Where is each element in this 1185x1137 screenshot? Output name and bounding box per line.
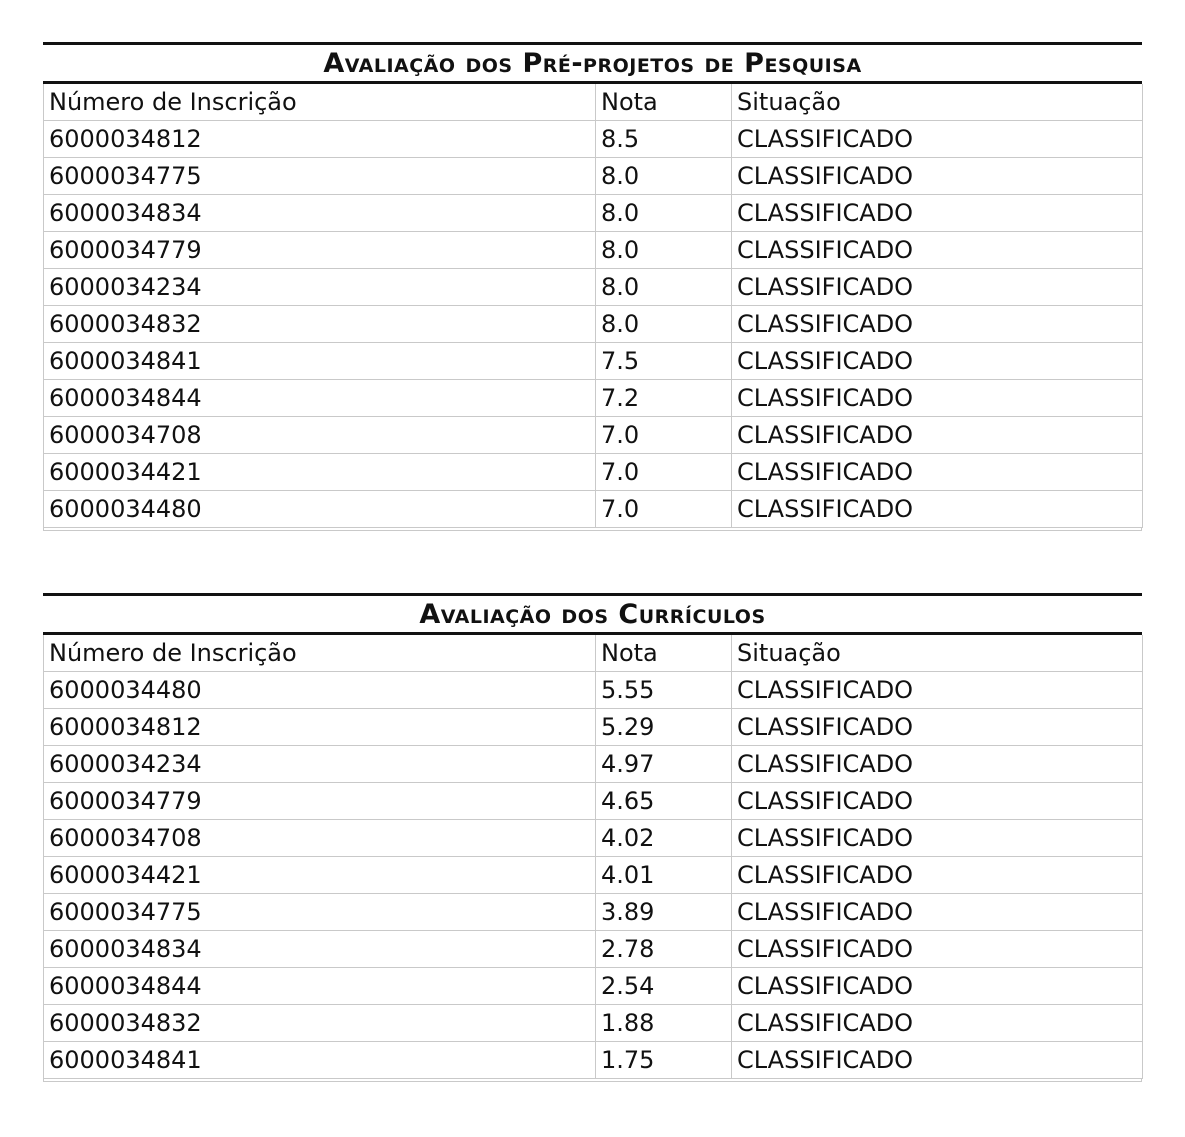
pre-projetos-section <box>43 42 1142 531</box>
cell-numero: 6000034708 <box>44 820 596 857</box>
cell-numero: 6000034834 <box>44 195 596 232</box>
cell-situacao: CLASSIFICADO <box>732 709 1143 746</box>
cell-numero: 6000034832 <box>44 1005 596 1042</box>
cell-situacao: CLASSIFICADO <box>732 158 1143 195</box>
cell-numero: 6000034834 <box>44 931 596 968</box>
cell-situacao: CLASSIFICADO <box>732 820 1143 857</box>
table-row <box>44 968 1143 1005</box>
table-row <box>44 931 1143 968</box>
cell-numero: 6000034844 <box>44 380 596 417</box>
header-nota: Nota <box>596 84 732 121</box>
cell-nota: 7.2 <box>596 380 732 417</box>
cell-numero: 6000034234 <box>44 746 596 783</box>
table-row <box>44 121 1143 158</box>
cell-situacao: CLASSIFICADO <box>732 491 1143 528</box>
table-row <box>44 417 1143 454</box>
cell-nota: 8.0 <box>596 195 732 232</box>
cell-situacao: CLASSIFICADO <box>732 343 1143 380</box>
table-row <box>44 1005 1143 1042</box>
cell-nota: 5.55 <box>596 672 732 709</box>
cell-numero: 6000034708 <box>44 417 596 454</box>
cell-nota: 7.0 <box>596 491 732 528</box>
cell-numero: 6000034480 <box>44 491 596 528</box>
cell-situacao: CLASSIFICADO <box>732 746 1143 783</box>
cell-numero: 6000034234 <box>44 269 596 306</box>
cell-numero: 6000034812 <box>44 709 596 746</box>
cell-numero: 6000034779 <box>44 232 596 269</box>
table-row <box>44 709 1143 746</box>
cell-situacao: CLASSIFICADO <box>732 783 1143 820</box>
table-end-rule <box>43 1079 1142 1082</box>
cell-situacao: CLASSIFICADO <box>732 232 1143 269</box>
cell-nota: 4.65 <box>596 783 732 820</box>
cell-nota: 2.78 <box>596 931 732 968</box>
cell-nota: 2.54 <box>596 968 732 1005</box>
cell-numero: 6000034779 <box>44 783 596 820</box>
cell-numero: 6000034844 <box>44 968 596 1005</box>
cell-situacao: CLASSIFICADO <box>732 269 1143 306</box>
cell-situacao: CLASSIFICADO <box>732 195 1143 232</box>
header-numero: Número de Inscrição <box>44 635 596 672</box>
curriculos-title: Avaliação dos Currículos <box>43 593 1142 635</box>
table-row <box>44 491 1143 528</box>
cell-nota: 7.0 <box>596 417 732 454</box>
header-numero: Número de Inscrição <box>44 84 596 121</box>
cell-nota: 8.0 <box>596 232 732 269</box>
cell-situacao: CLASSIFICADO <box>732 306 1143 343</box>
cell-numero: 6000034832 <box>44 306 596 343</box>
cell-numero: 6000034812 <box>44 121 596 158</box>
cell-situacao: CLASSIFICADO <box>732 417 1143 454</box>
cell-numero: 6000034421 <box>44 454 596 491</box>
cell-situacao: CLASSIFICADO <box>732 121 1143 158</box>
header-situacao: Situação <box>732 635 1143 672</box>
cell-nota: 5.29 <box>596 709 732 746</box>
table-row <box>44 306 1143 343</box>
table-row <box>44 454 1143 491</box>
table-row <box>44 783 1143 820</box>
curriculos-section <box>43 593 1142 1082</box>
cell-nota: 4.02 <box>596 820 732 857</box>
cell-numero: 6000034775 <box>44 158 596 195</box>
cell-numero: 6000034841 <box>44 1042 596 1079</box>
cell-nota: 4.01 <box>596 857 732 894</box>
table-row <box>44 894 1143 931</box>
table-row <box>44 1042 1143 1079</box>
table-row <box>44 232 1143 269</box>
cell-situacao: CLASSIFICADO <box>732 857 1143 894</box>
cell-situacao: CLASSIFICADO <box>732 380 1143 417</box>
table-row <box>44 820 1143 857</box>
table-row <box>44 380 1143 417</box>
cell-nota: 4.97 <box>596 746 732 783</box>
cell-situacao: CLASSIFICADO <box>732 454 1143 491</box>
cell-numero: 6000034480 <box>44 672 596 709</box>
cell-nota: 8.0 <box>596 158 732 195</box>
cell-situacao: CLASSIFICADO <box>732 931 1143 968</box>
cell-numero: 6000034775 <box>44 894 596 931</box>
cell-nota: 1.88 <box>596 1005 732 1042</box>
cell-nota: 3.89 <box>596 894 732 931</box>
cell-nota: 8.0 <box>596 269 732 306</box>
cell-situacao: CLASSIFICADO <box>732 1042 1143 1079</box>
header-row <box>44 84 1143 121</box>
header-situacao: Situação <box>732 84 1143 121</box>
pre-projetos-table <box>43 84 1143 528</box>
cell-nota: 7.0 <box>596 454 732 491</box>
table-row <box>44 857 1143 894</box>
header-row <box>44 635 1143 672</box>
cell-situacao: CLASSIFICADO <box>732 672 1143 709</box>
table-row <box>44 746 1143 783</box>
cell-numero: 6000034421 <box>44 857 596 894</box>
header-nota: Nota <box>596 635 732 672</box>
cell-situacao: CLASSIFICADO <box>732 968 1143 1005</box>
table-row <box>44 195 1143 232</box>
table-row <box>44 672 1143 709</box>
cell-nota: 8.0 <box>596 306 732 343</box>
table-end-rule <box>43 528 1142 531</box>
cell-situacao: CLASSIFICADO <box>732 894 1143 931</box>
cell-numero: 6000034841 <box>44 343 596 380</box>
curriculos-table <box>43 635 1143 1079</box>
cell-nota: 8.5 <box>596 121 732 158</box>
table-row <box>44 343 1143 380</box>
cell-situacao: CLASSIFICADO <box>732 1005 1143 1042</box>
cell-nota: 7.5 <box>596 343 732 380</box>
cell-nota: 1.75 <box>596 1042 732 1079</box>
table-row <box>44 269 1143 306</box>
table-row <box>44 158 1143 195</box>
pre-projetos-title: Avaliação dos Pré-projetos de Pesquisa <box>43 42 1142 84</box>
